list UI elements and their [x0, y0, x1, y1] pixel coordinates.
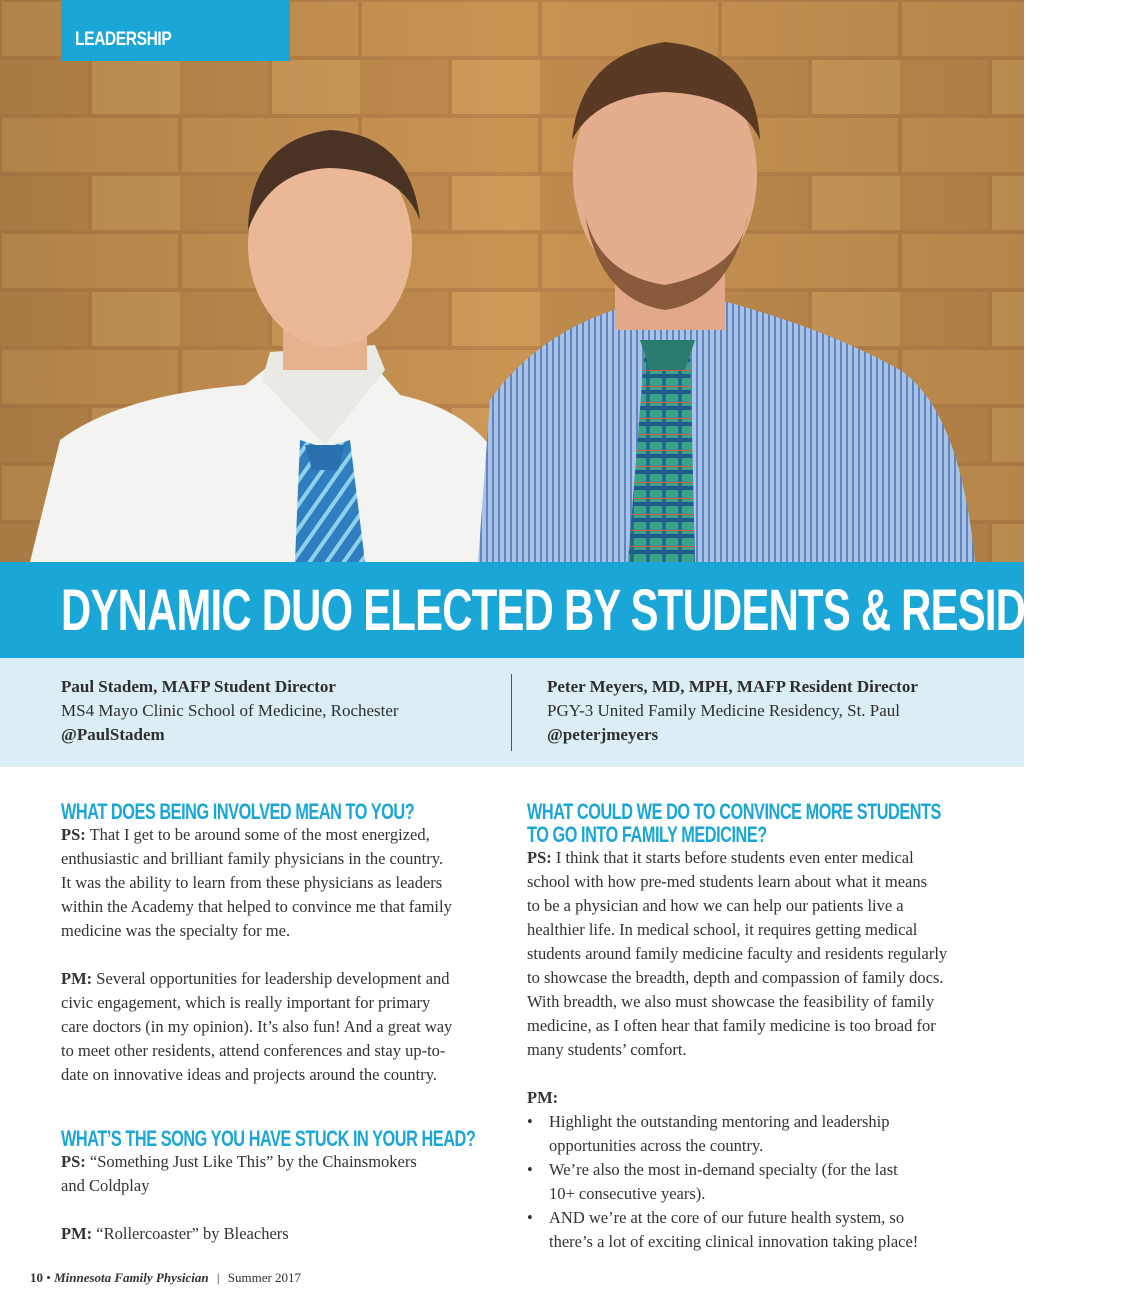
answer-pm-label: PM:: [527, 1088, 559, 1107]
bio-divider: [511, 674, 512, 751]
footer-separator: |: [216, 1270, 220, 1285]
list-item: • AND we’re at the core of our future health system, so there’s a lot of exciting clinical innovation taking place!: [527, 1206, 967, 1254]
section-label: LEADERSHIP: [75, 29, 172, 50]
person-twitter-handle: @peterjmeyers: [547, 725, 659, 744]
section-label-tab: [61, 0, 290, 61]
issue-date: Summer 2017: [227, 1270, 302, 1285]
headline: DYNAMIC DUO ELECTED BY STUDENTS & RESIDENTS: [61, 578, 1134, 643]
bio-band: [0, 658, 1024, 767]
brick-wall-photo: [0, 0, 1024, 562]
right-column: [527, 800, 967, 1254]
magazine-name: Minnesota Family Physician: [54, 1270, 209, 1285]
footer-bullet: •: [46, 1270, 51, 1285]
page-footer: [30, 1270, 301, 1286]
left-column: [61, 800, 481, 1246]
pm-bullet-list: [527, 1110, 967, 1254]
question-heading: WHAT DOES BEING INVOLVED MEAN TO YOU?: [61, 799, 415, 824]
person-twitter-handle: @PaulStadem: [61, 725, 165, 744]
person-name: Peter Meyers, MD, MPH, MAFP Resident Director: [547, 677, 918, 696]
answer-ps: PS: That I get to be around some of the most energized, enthusiastic and brilliant family physicians in the country. It was the ability to learn from these physicians as leaders within the Academy that helped to convince me that family medicine was the specialty for me.: [61, 825, 452, 940]
hero-photo: [0, 0, 1024, 562]
bio-left: [61, 675, 399, 747]
page-number: 10: [30, 1270, 43, 1285]
person-affiliation: MS4 Mayo Clinic School of Medicine, Rochester: [61, 701, 399, 720]
answer-ps: PS: I think that it starts before students even enter medical school with how pre-med students learn about what it means to be a physician and how we can help our patients live a healthier life. In medical school, it requires getting medical students around family medicine faculty and residents regularly to showcase the breadth, depth and compassion of family docs. With breadth, we also must showcase the feasibility of family medicine, as I often hear that family medicine is too broad for many students’ comfort.: [527, 848, 948, 1059]
question-heading: WHAT’S THE SONG YOU HAVE STUCK IN YOUR HEAD?: [61, 1126, 476, 1151]
list-item: • Highlight the outstanding mentoring and leadership opportunities across the country.: [527, 1110, 967, 1158]
answer-pm: PM: “Rollercoaster” by Bleachers: [61, 1224, 289, 1243]
question-heading: WHAT COULD WE DO TO CONVINCE MORE STUDENTS TO GO INTO FAMILY MEDICINE?: [527, 799, 941, 847]
answer-pm: PM: Several opportunities for leadership development and civic engagement, which is really important for primary care doctors (in my opinion). It’s also fun! And a great way to meet other residents, attend conferences and stay up-to- date on innovative ideas and projects around the country.: [61, 969, 453, 1084]
answer-ps: PS: “Something Just Like This” by the Chainsmokers and Coldplay: [61, 1152, 417, 1195]
list-item: • We’re also the most in-demand specialty (for the last 10+ consecutive years).: [527, 1158, 967, 1206]
person-affiliation: PGY-3 United Family Medicine Residency, St. Paul: [547, 701, 901, 720]
headline-band: [0, 562, 1134, 658]
person-name: Paul Stadem, MAFP Student Director: [61, 677, 336, 696]
bio-right: [547, 675, 918, 747]
